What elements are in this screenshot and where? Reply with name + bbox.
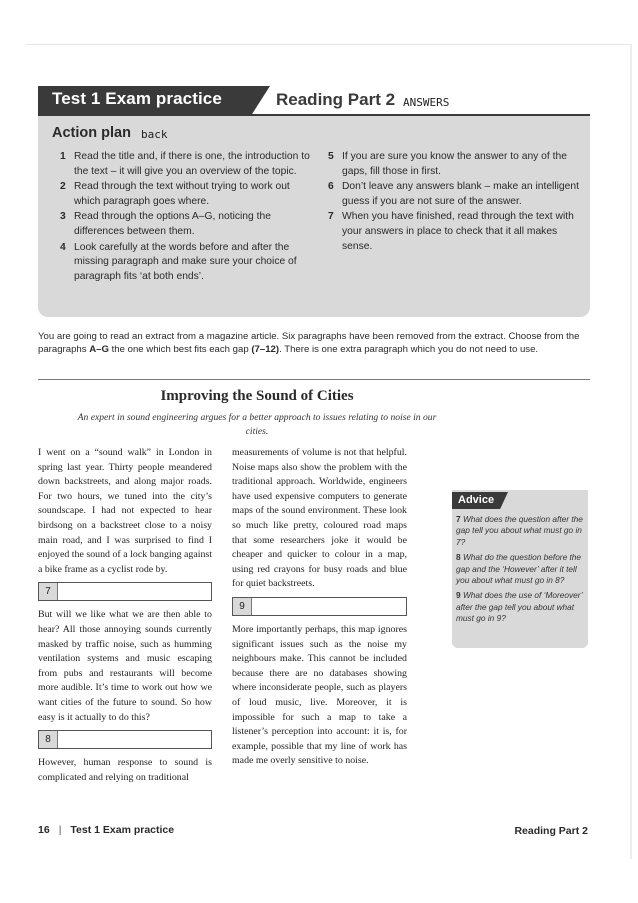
article-column-1 [38, 446, 212, 785]
step-text: If you are sure you know the answer to any of the gaps, fill those in first. [342, 151, 567, 177]
divider [38, 379, 590, 380]
gap-number: 7 [39, 583, 58, 600]
advice-item [456, 514, 584, 548]
instructions-text: You are going to read an extract from a magazine article. Six paragraphs have been removed from the extract. Choose from the paragraphs [38, 331, 580, 356]
action-plan-heading: Action plan [52, 125, 131, 141]
article-paragraph: measurements of volume is not that helpful. Noise maps also show the problem with the traditional approach. Worldwide, engineers have used expensive computers to generate maps of the sound environment. These look so much like pretty, coloured road maps that some researchers joke it would be cheaper and quicker to colour in a map, using red crayons for busy roads and blue for quiet backstreets. [232, 447, 407, 590]
action-plan-step [328, 180, 580, 209]
footer-right: Reading Part 2 [514, 825, 588, 837]
article-title: Improving the Sound of Cities [160, 388, 354, 404]
action-plan-step [60, 180, 318, 209]
advice-text: What do the question before the gap and the ‘However’ after it tell you about what must go in 8? [456, 552, 582, 586]
advice-item [456, 590, 584, 624]
article-paragraph: I went on a “sound walk” in London in spring last year. Thirty people meandered down backstreets, and along major roads. For two hours, we tuned into the city’s soundscape. I had not expected to hear birdsong on a backstreet close to a noisy main road, and I was surprised to find I enjoyed the sound of a lock banging against a bike frame as a cyclist rode by. [38, 447, 212, 575]
answer-gap-9[interactable] [232, 597, 407, 616]
instructions-gap-range: (7–12) [251, 344, 280, 356]
action-plan-step [60, 210, 318, 239]
step-number: 4 [60, 241, 66, 253]
article-column-2 [232, 446, 407, 769]
action-plan-left-column [60, 150, 318, 285]
back-link[interactable]: back [141, 128, 168, 141]
action-plan-step [328, 210, 580, 254]
answer-gap-7[interactable] [38, 582, 212, 601]
step-number: 1 [60, 151, 66, 162]
step-number: 2 [60, 181, 66, 193]
action-plan-right-column [328, 150, 580, 255]
advice-number: 7 [456, 514, 461, 524]
gap-number: 9 [233, 598, 252, 615]
advice-number: 8 [456, 552, 461, 563]
answers-link[interactable]: ANSWERS [403, 96, 450, 109]
instructions-options: A–G [89, 344, 109, 356]
article-subtitle: An expert in sound engineering argues for a better approach to issues relating to noise in our cities. [77, 412, 437, 437]
advice-title: Advice [458, 494, 495, 506]
footer-left [38, 824, 174, 836]
advice-text: What does the question after the gap tell you about what must go in 7? [456, 514, 583, 547]
advice-list [456, 514, 584, 629]
step-number: 3 [60, 211, 66, 223]
page-number: 16 [38, 824, 50, 836]
page-title: Test 1 Exam practice [52, 89, 222, 108]
article-paragraph: However, human response to sound is complicated and relying on traditional [38, 757, 212, 783]
footer-section: Test 1 Exam practice [70, 824, 175, 836]
instructions-text: . There is one extra paragraph which you do not need to use. [279, 344, 539, 356]
step-number: 6 [328, 181, 334, 193]
task-instructions [38, 330, 594, 357]
step-number: 7 [328, 211, 334, 223]
advice-item [456, 552, 584, 586]
article-paragraph: More importantly perhaps, this map ignores significant issues such as the noise my neighbours make. This cannot be included because there are no databases showing where inconsiderate people, such as players of loud music, live. Moreover, it is impossible for such a map to take a listener’s perception into account: it is, for example, possible that my line of work has made me overly sensitive to noise. [232, 623, 407, 767]
advice-number: 9 [456, 590, 461, 601]
step-text: Read the title and, if there is one, the introduction to the text – it will give you an overview of the topic. [74, 151, 310, 177]
advice-text: What does the use of ‘Moreover’ after the gap tell you about what must go in 9? [456, 590, 583, 624]
section-title: Reading Part 2 [276, 90, 396, 109]
step-number: 5 [328, 151, 334, 162]
step-text: Look carefully at the words before and after the missing paragraph and make sure your choice of paragraph fits ‘at both ends’. [74, 241, 297, 282]
article-paragraph: But will we like what we are then able to hear? All those annoying sounds currently masked by traffic noise, such as humming ventilation systems and music escaping from pubs and restaurants will become more audible. It’s time to work out how we want cities of the future to sound. So how easy is it actually to do this? [38, 609, 212, 723]
action-plan-step [60, 241, 318, 285]
instructions-text: the one which best fits each gap [108, 344, 252, 356]
gap-number: 8 [39, 731, 58, 748]
step-text: Don’t leave any answers blank – make an intelligent guess if you are not sure of the answer. [342, 181, 579, 207]
action-plan-step [328, 150, 580, 179]
step-text: Read through the text without trying to work out which paragraph goes where. [74, 181, 290, 207]
step-text: When you have finished, read through the text with your answers in place to check that it all makes sense. [342, 211, 574, 252]
action-plan-step [60, 150, 318, 179]
answer-gap-8[interactable] [38, 730, 212, 749]
step-text: Read through the options A–G, noticing the differences between them. [74, 211, 271, 237]
footer-separator: | [58, 824, 62, 836]
